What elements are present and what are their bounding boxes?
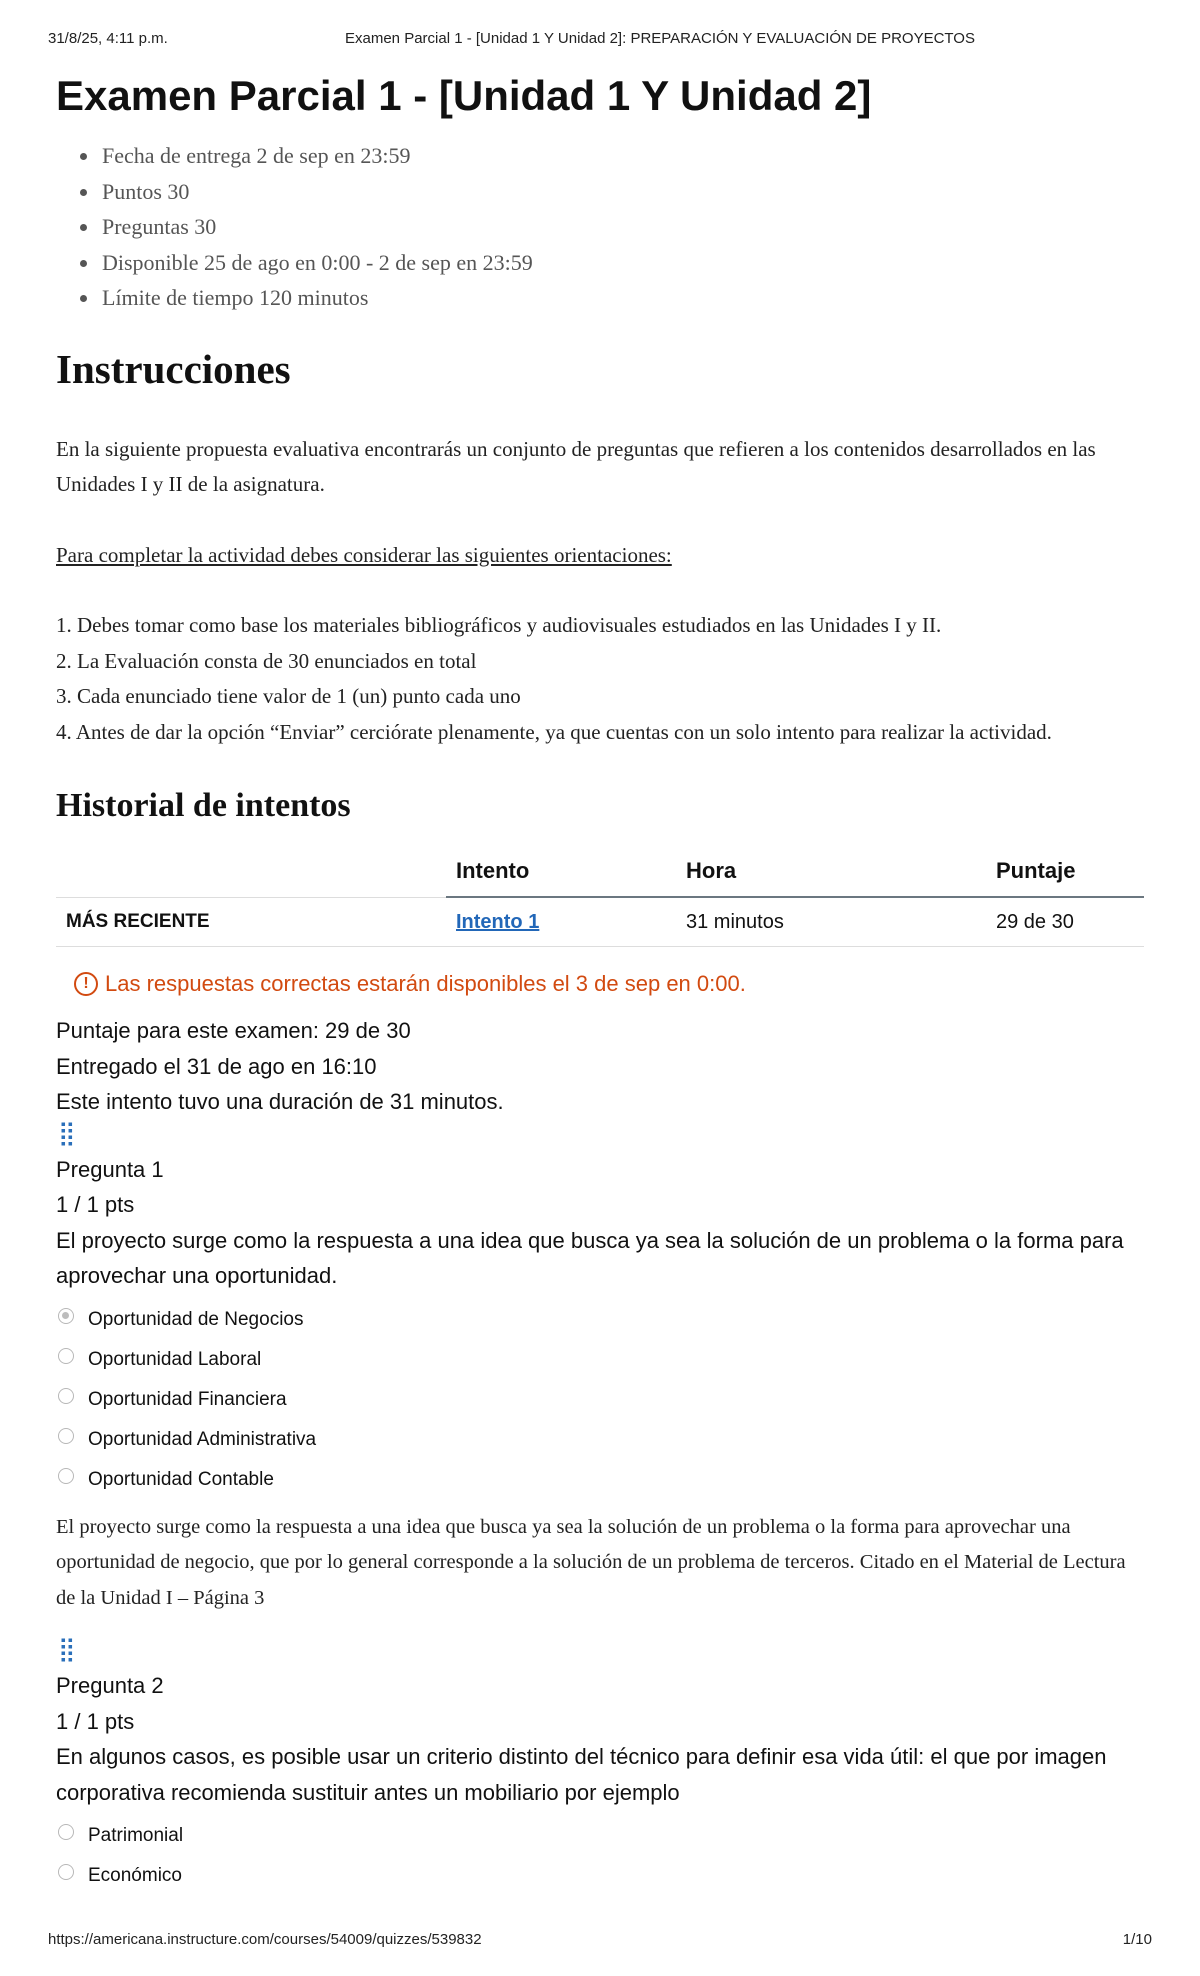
radio-icon[interactable]	[58, 1428, 74, 1444]
question-points: 1 / 1 pts	[56, 1708, 135, 1734]
print-header	[48, 30, 1152, 52]
instructions-heading: Instrucciones	[56, 345, 291, 392]
duration-summary: Este intento tuvo una duración de 31 minutos.	[56, 1089, 504, 1114]
answer-options	[56, 1300, 1144, 1500]
print-document-title: Examen Parcial 1 - [Unidad 1 Y Unidad 2]: PREPARACIÓN Y EVALUACIÓN DE PROYECTOS	[345, 30, 975, 47]
instruction-item: 1. Debes tomar como base los materiales bibliográficos y audiovisuales estudiados en las Unidades I y II.	[56, 613, 942, 637]
question-title: Pregunta 1	[56, 1156, 164, 1182]
answers-availability-alert	[74, 969, 1144, 999]
due-date-detail: • Fecha de entrega 2 de sep en 23:59	[100, 138, 1144, 174]
instruction-item: 4. Antes de dar la opción “Enviar” cerciórate plenamente, ya que cuentas con un solo intento para realizar la actividad.	[56, 719, 1052, 744]
time-limit-detail: • Límite de tiempo 120 minutos	[100, 280, 1144, 316]
answer-option	[56, 1816, 1144, 1856]
answer-label: Oportunidad Administrativa	[88, 1428, 317, 1450]
attempt-cell	[446, 897, 676, 947]
question-text: El proyecto surge como la respuesta a una idea que busca ya sea la solución de un problema o la forma para aprovechar una oportunidad.	[56, 1227, 1124, 1288]
question-explanation: El proyecto surge como la respuesta a una idea que busca ya sea la solución de un problema o la forma para aprovechar una oportunidad de negocio, que por lo general corresponde a la solución de un problema de terceros. Citado en el Material de Lectura de la Unidad I – Página 3	[56, 1515, 1126, 1609]
instruction-item: 2. La Evaluación consta de 30 enunciados en total	[56, 648, 477, 673]
radio-selected-icon[interactable]	[58, 1308, 74, 1324]
instructions-intro: En la siguiente propuesta evaluativa encontrarás un conjunto de preguntas que refieren a los contenidos desarrollados en las Unidades I y II de la asignatura.	[56, 436, 1096, 496]
most-recent-label: MÁS RECIENTE	[56, 897, 446, 947]
quiz-details-list	[56, 138, 1144, 316]
print-url: https://americana.instructure.com/courses/54009/quizzes/539832	[48, 1931, 482, 1948]
availability-detail: • Disponible 25 de ago en 0:00 - 2 de sep en 23:59	[100, 245, 1144, 281]
table-header-blank	[56, 846, 446, 897]
radio-icon[interactable]	[58, 1824, 74, 1840]
answer-label: Oportunidad Laboral	[88, 1348, 262, 1370]
table-header-attempt: Intento	[446, 846, 676, 897]
answer-label: Oportunidad Financiera	[88, 1388, 287, 1410]
warning-icon: !	[74, 972, 98, 996]
quiz-content	[56, 68, 1144, 1906]
question-points: 1 / 1 pts	[56, 1192, 135, 1217]
radio-icon[interactable]	[58, 1864, 74, 1880]
table-row	[56, 897, 1144, 947]
page-number: 1/10	[1122, 1931, 1152, 1948]
answer-option	[56, 1300, 1144, 1340]
answer-label: Oportunidad Contable	[88, 1468, 274, 1490]
answer-option	[56, 1420, 1144, 1460]
table-header-time: Hora	[676, 846, 986, 897]
answer-label: Económico	[88, 1865, 182, 1887]
instruction-item: 3. Cada enunciado tiene valor de 1 (un) punto cada uno	[56, 684, 521, 708]
question-title: Pregunta 2	[56, 1673, 164, 1698]
table-header-row	[56, 846, 1144, 897]
instructions-orientation-label: Para completar la actividad debes considerar las siguientes orientaciones:	[56, 542, 672, 567]
drag-handle-icon: ⣿	[58, 1636, 74, 1663]
instructions-body	[56, 432, 1144, 751]
score-summary: Puntaje para este examen: 29 de 30	[56, 1018, 411, 1043]
answer-option	[56, 1460, 1144, 1500]
answer-option	[56, 1340, 1144, 1380]
questions-detail: • Preguntas 30	[100, 209, 1144, 245]
submitted-summary: Entregado el 31 de ago en 16:10	[56, 1053, 377, 1079]
attempt-history-table	[56, 846, 1144, 947]
drag-handle-icon: ⣿	[58, 1119, 74, 1147]
answer-options	[56, 1816, 1144, 1896]
radio-icon[interactable]	[58, 1388, 74, 1404]
question-2	[56, 1636, 1144, 1896]
attempt-1-link[interactable]: Intento 1	[456, 910, 540, 933]
attempt-history-heading: Historial de intentos	[56, 787, 351, 824]
attempt-score: 29 de 30	[986, 897, 1144, 947]
page-title: Examen Parcial 1 - [Unidad 1 Y Unidad 2]	[56, 72, 872, 119]
print-footer	[48, 1931, 1152, 1953]
question-1	[56, 1120, 1144, 1617]
radio-icon[interactable]	[58, 1348, 74, 1364]
answer-label: Patrimonial	[88, 1825, 184, 1847]
radio-icon[interactable]	[58, 1468, 74, 1484]
alert-text: Las respuestas correctas estarán disponibles el 3 de sep en 0:00.	[105, 971, 746, 996]
points-detail: • Puntos 30	[100, 174, 1144, 210]
answer-option	[56, 1380, 1144, 1420]
table-header-score: Puntaje	[986, 846, 1144, 897]
answer-option	[56, 1856, 1144, 1896]
print-date: 31/8/25, 4:11 p.m.	[48, 30, 168, 47]
attempt-time: 31 minutos	[676, 897, 986, 947]
answer-label: Oportunidad de Negocios	[88, 1308, 304, 1330]
question-text: En algunos casos, es posible usar un criterio distinto del técnico para definir esa vida útil: el que por imagen corporativa recomienda sustituir antes un mobiliario por ejemplo	[56, 1744, 1107, 1805]
attempt-summary	[56, 1013, 1144, 1120]
